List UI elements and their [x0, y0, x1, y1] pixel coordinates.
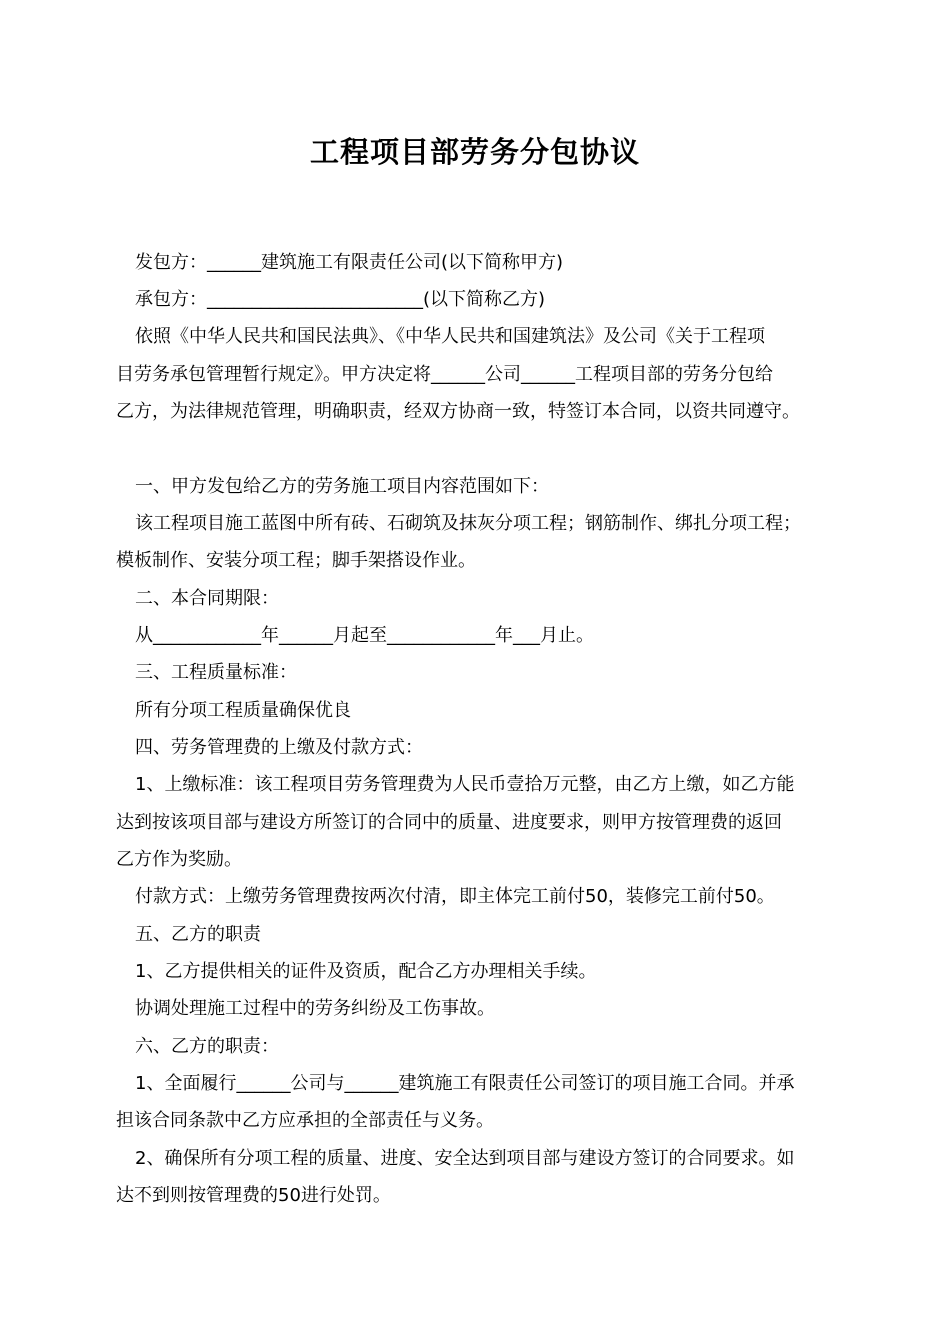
document-title: 工程项目部劳务分包协议 — [309, 135, 640, 169]
section-4-heading: 四、劳务管理费的上缴及付款方式： — [135, 737, 423, 758]
section-6-line-1: 1、全面履行______公司与______建筑施工有限责任公司签订的项目施工合同。并承 — [135, 1073, 795, 1094]
section-6-line-3: 2、确保所有分项工程的质量、进度、安全达到项目部与建设方签订的合同要求。如 — [135, 1148, 795, 1169]
section-5-line-1: 1、乙方提供相关的证件及资质，配合乙方办理相关手续。 — [135, 961, 597, 982]
section-2-heading: 二、本合同期限： — [135, 588, 279, 609]
section-6-line-2: 担该合同条款中乙方应承担的全部责任与义务。 — [116, 1110, 494, 1131]
section-6-line-4: 达不到则按管理费的50进行处罚。 — [116, 1185, 391, 1206]
preamble-line-2: 目劳务承包管理暂行规定》。甲方决定将______公司______工程项目部的劳务分包给 — [116, 364, 773, 385]
section-5-heading: 五、乙方的职责 — [135, 924, 261, 945]
section-4-line-1: 1、上缴标准：该工程项目劳务管理费为人民币壹拾万元整，由乙方上缴，如乙方能 — [135, 774, 795, 795]
section-3-heading: 三、工程质量标准： — [135, 662, 297, 683]
preamble-line-1: 依照《中华人民共和国民法典》、《中华人民共和国建筑法》及公司《关于工程项 — [135, 326, 765, 347]
section-1-heading: 一、甲方发包给乙方的劳务施工项目内容范围如下： — [135, 476, 549, 497]
section-4-line-4: 付款方式：上缴劳务管理费按两次付清，即主体完工前付50，装修完工前付50。 — [135, 886, 775, 907]
section-1-line-1: 该工程项目施工蓝图中所有砖、石砌筑及抹灰分项工程；钢筋制作、绑扎分项工程； — [135, 513, 801, 534]
section-6-heading: 六、乙方的职责： — [135, 1036, 279, 1057]
contractor-party-a: 发包方：______建筑施工有限责任公司(以下简称甲方) — [135, 252, 564, 273]
section-4-line-2: 达到按该项目部与建设方所签订的合同中的质量、进度要求，则甲方按管理费的返回 — [116, 812, 782, 833]
section-5-line-2: 协调处理施工过程中的劳务纠纷及工伤事故。 — [135, 998, 495, 1019]
section-1-line-2: 模板制作、安装分项工程；脚手架搭设作业。 — [116, 550, 476, 571]
section-3-line-1: 所有分项工程质量确保优良 — [135, 700, 351, 721]
section-2-line-1: 从____________年______月起至____________年___月止。 — [135, 625, 594, 646]
preamble-line-3: 乙方，为法律规范管理，明确职责，经双方协商一致，特签订本合同，以资共同遵守。 — [116, 401, 800, 422]
section-4-line-3: 乙方作为奖励。 — [116, 849, 242, 870]
contractor-party-b: 承包方：________________________(以下简称乙方) — [135, 289, 546, 310]
